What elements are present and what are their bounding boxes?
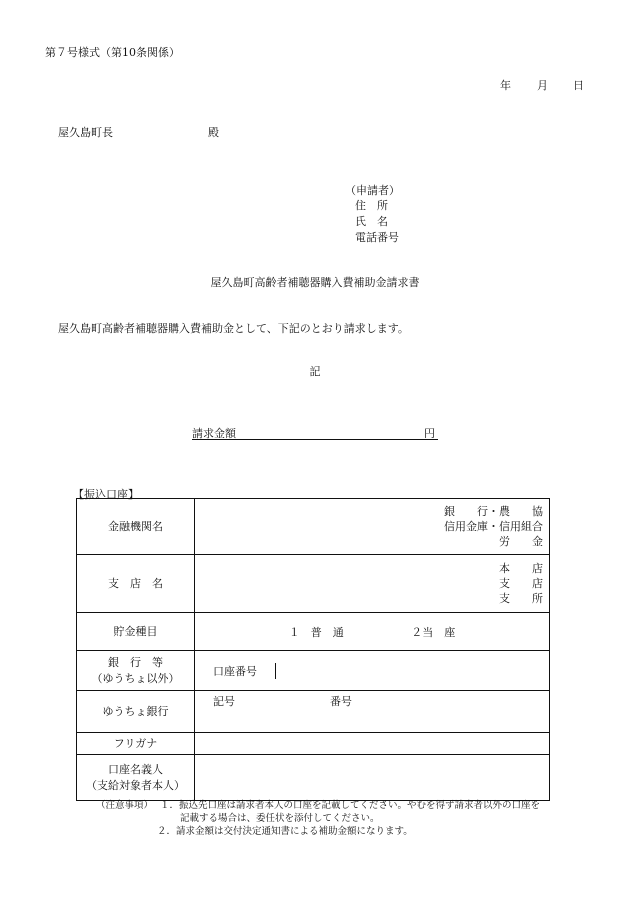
bank-other-label-line2: （ゆうちょ以外）: [91, 671, 180, 685]
applicant-phone-label: 電話番号: [355, 231, 399, 244]
bank-other-label: [77, 651, 195, 691]
date-year-label: 年: [500, 79, 511, 92]
claim-amount-unit: 円: [424, 427, 435, 440]
furigana-row: [77, 733, 550, 755]
date-month-label: 月: [537, 79, 548, 92]
ki-marker: 記: [309, 365, 321, 378]
yucho-row: [77, 691, 550, 733]
furigana-label: フリガナ: [77, 733, 195, 755]
bank-other-label-line1: 銀 行 等: [108, 655, 163, 669]
addressee-name: 屋久島町長: [58, 126, 113, 139]
applicant-name-label: 氏 名: [355, 215, 388, 228]
furigana-field[interactable]: [195, 733, 550, 755]
institution-row: [77, 499, 550, 555]
date-day-label: 日: [573, 79, 584, 92]
yucho-label: ゆうちょ銀行: [77, 691, 195, 733]
applicant-heading: （申請者）: [345, 184, 400, 197]
deposit-row: [77, 613, 550, 651]
notes-row-1: [96, 799, 540, 812]
deposit-option-ordinary[interactable]: １ 普 通: [288, 625, 344, 639]
holder-label: [77, 755, 195, 801]
institution-field[interactable]: [195, 499, 550, 555]
applicant-address-label: 住 所: [355, 199, 388, 212]
account-number-label: 口座番号: [195, 663, 276, 679]
document-title: 屋久島町高齢者補聴器購入費補助金請求書: [210, 276, 420, 289]
branch-type-branch: 支 店: [499, 577, 543, 590]
branch-type-main: 本 店: [499, 562, 543, 575]
bank-account-subtable: [195, 663, 549, 679]
branch-row: [77, 555, 550, 613]
request-statement: 屋久島町高齢者補聴器購入費補助金として、下記のとおり請求します。: [58, 322, 409, 335]
deposit-type-field[interactable]: [195, 613, 550, 651]
institution-label: 金融機関名: [77, 499, 195, 555]
note-item-1-cont: 記載する場合は、委任状を添付してください。: [180, 813, 380, 824]
holder-label-line2: （支給対象者本人）: [86, 778, 185, 792]
branch-type-office: 支 所: [499, 592, 543, 605]
bank-account-number-cell: [195, 651, 550, 691]
institution-type-shinkin: 信用金庫・信用組合: [444, 520, 543, 533]
notes-heading: （注意事項）: [96, 800, 154, 811]
form-number: 第７号様式（第10条関係）: [45, 46, 180, 59]
notes-section: [96, 799, 540, 838]
branch-label: 支 店 名: [77, 555, 195, 613]
yucho-field[interactable]: [195, 691, 550, 733]
addressee-honorific: 殿: [208, 126, 219, 139]
note-item-2: ２．請求金額は交付決定通知書による補助金額になります。: [157, 826, 413, 837]
bank-account-row: [77, 651, 550, 691]
institution-type-rokin: 労 金: [499, 535, 543, 548]
yucho-symbol-label: 記号: [213, 695, 235, 708]
account-number-field[interactable]: [276, 663, 550, 679]
claim-amount-label: 請求金額: [192, 427, 236, 440]
holder-row: [77, 755, 550, 801]
account-heading: 【振込口座】: [73, 488, 139, 501]
deposit-option-current[interactable]: ２当 座: [411, 625, 456, 639]
note-item-1: １．振込先口座は請求者本人の口座を記載してください。やむを得ず請求者以外の口座を: [160, 800, 541, 811]
yucho-number-label: 番号: [330, 695, 352, 708]
holder-label-line1: 口座名義人: [108, 762, 163, 776]
account-table: [76, 498, 550, 801]
deposit-type-label: 貯金種目: [77, 613, 195, 651]
claim-amount-field[interactable]: [192, 425, 438, 440]
branch-field[interactable]: [195, 555, 550, 613]
holder-field[interactable]: [195, 755, 550, 801]
institution-type-bank: 銀 行・農 協: [444, 505, 543, 518]
